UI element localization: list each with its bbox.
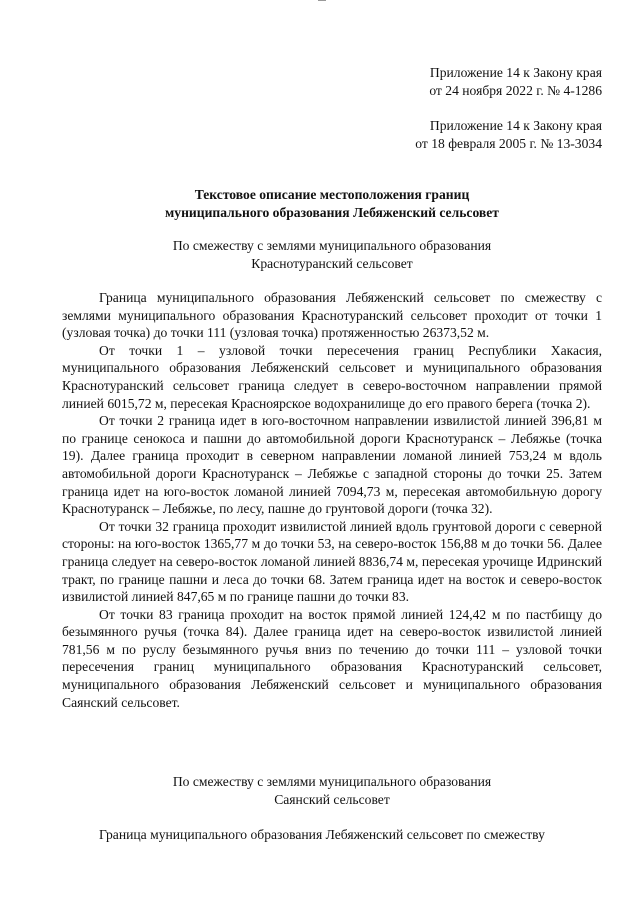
paragraph: От точки 1 – узловой точки пересечения границ Республики Хакасия, муниципального образования Лебяженский сельсовет и муниципального образования Краснотуранский сельсовет граница следует в северо-восточном направлении прямой линией 6015,72 м, пересекая Красноярское водохранилище до его правого берега (точка 2).: [62, 342, 602, 411]
paragraph: Граница муниципального образования Лебяженский сельсовет по смежеству: [99, 827, 545, 842]
appendix-current-line1: Приложение 14 к Закону края: [429, 65, 602, 80]
paragraph: Граница муниципального образования Лебяженский сельсовет по смежеству с землями муниципального образования Краснотуранский сельсовет проходит от точки 1 (узловая точка) до точки 111 (узловая точка) протяженностью 26373,52 м.: [62, 290, 602, 341]
appendix-current: [340, 64, 602, 99]
appendix-original-line2: от 18 февраля 2005 г. № 13-3034: [415, 135, 602, 151]
section1-body: [62, 289, 602, 711]
paragraph: От точки 83 граница проходит на восток прямой линией 124,42 м по пастбищу до безымянного ручья (точка 84). Далее граница идет на северо-восток извилистой линией 781,56 м по руслу безымянного ручья вниз по течению до точки 111 – узловой точки пересечения границ муниципального образования Краснотуранский сельсовет, муниципального образования Лебяженский сельсовет и муниципального образования Саянский сельсовет.: [62, 606, 602, 710]
paragraph: От точки 2 граница идет в юго-восточном направлении извилистой линией 396,81 м по границе сенокоса и пашни до автомобильной дороги Краснотуранск – Лебяжье (точка 19). Далее граница проходит в северном направлении ломаной линией 753,24 м вдоль автомобильной дороги Краснотуранск – Лебяжье с западной стороны до точки 25. Затем граница идет на юго-восток ломаной линией 7094,73 м, пересекая автомобильную дорогу Краснотуранск – Лебяжье, по лесу, пашне до грунтовой дороги (точка 32).: [62, 413, 602, 517]
section1-heading: [62, 237, 602, 272]
title-line2: муниципального образования Лебяженский сельсовет: [165, 204, 499, 220]
scan-mark: [318, 0, 326, 1]
section2-body: [62, 826, 602, 844]
appendix-current-line2: от 24 ноября 2022 г. № 4-1286: [429, 82, 602, 98]
appendix-original: [340, 117, 602, 152]
title-line1: Текстовое описание местоположения границ: [194, 187, 470, 202]
section1-heading-line2: Краснотуранский сельсовет: [251, 255, 413, 271]
section2-heading-line1: По смежеству с землями муниципального образования: [172, 774, 492, 789]
appendix-original-line1: Приложение 14 к Закону края: [429, 118, 602, 133]
section1-heading-line1: По смежеству с землями муниципального образования: [172, 238, 492, 253]
section2-heading-line2: Саянский сельсовет: [274, 791, 390, 807]
paragraph: От точки 32 граница проходит извилистой линией вдоль грунтовой дороги с северной стороны: на юго-восток 1365,77 м до точки 53, на северо-восток 156,88 м до точки 56. Далее граница следует на северо-восток ломаной линией 8836,74 м, пересекая урочище Идринский тракт, по границе пашни и леса до точки 68. Затем граница идет на восток и северо-восток извилистой линией 847,65 м по границе пашни до точки 83.: [62, 518, 602, 605]
document-title: [62, 186, 602, 221]
section2-heading: [62, 773, 602, 808]
